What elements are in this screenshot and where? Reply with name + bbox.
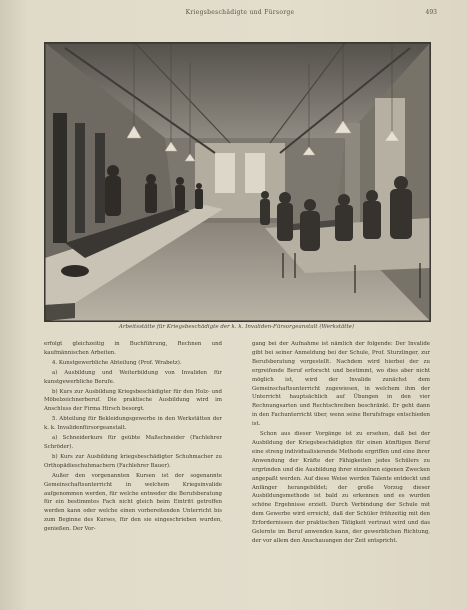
- left-paragraph: a) Schneiderkurs für geübte Maßschneider (Fachlehrer Schröder).: [44, 435, 222, 450]
- workshop-photo-image: [45, 43, 430, 321]
- right-text-column: [252, 340, 430, 547]
- left-paragraph: b) Kurs zur Ausbildung kriegsbeschädigter Schuhmacher zu Orthopädieschuhmachern (Fachlehrer Bauer).: [44, 453, 222, 469]
- left-paragraph: 4. Kunstgewerbliche Abteilung (Prof. Wrabetz).: [52, 359, 182, 366]
- right-paragraph: Schon aus dieser Vorgänge ist zu ersehen, daß bei der Ausbildung der Kriegsbeschädigten für einen künftigen Beruf eine streng individualisierende Methode ergriffen und eine ihrer Anwendung der Kräfte der Fähigkeiten jedes Schülers zu ergründen und die Ausbildung ihrer einzelnen eigenen Zwecken angepaßt werden. Auf diese Weise werden Talente entdeckt und Anfänger herangebildet; der große Vorzug dieser Ausbildungsmethode ist bald zu erkennen und es wurden schöne Ergebnisse erzielt. Durch Verbindung der Schule mit dem Gewerbe wird erreicht, daß der Schüler frühzeitig mit den Erfordernissen der praktischen Tätigkeit vertraut wird und das Gelernte im Beruf anwenden kann, der gewerblichen Richtung, der vor allem den Anschauungen der Zeit entspricht.: [252, 431, 430, 544]
- left-paragraph: erfolgt gleichzeitig in Buchführung, Rechnen und kaufmännischen Arbeiten.: [44, 341, 222, 356]
- right-paragraph: gang bei der Aufnahme ist nämlich der folgende: Der Invalide gibt bei seiner Anmeldung bei der Schule, Prof. Sturzlinger, zur Berufsberatung vorgestellt. Nachdem wird hierbei der zu ergreifende Beruf erforscht und bestimmt, wo dies aber nicht möglich ist, wird der Invalide zunächst dem Gemeinschaftsunterricht zugewiesen, in welchem ihm der Unterricht hauptsächlich auf Übungen in den vier Rechnungsarten und Rechtschreiben beschränkt. Er geht dann in den Fachunterricht über, wenn seine Berufsfrage entschieden ist.: [252, 341, 430, 428]
- left-paragraph: Außer den vorgenannten Kursen ist der sogenannte Gemeinschaftsunterricht in welchem Kriegsinvalide aufgenommen werden, für welche entweder die Berufsberatung für ein bestimmtes Fach nicht gleich beim Eintritt getroffen werden kann oder welche einen vorbereitenden Unterricht bis zum Beginne des Kurses, für den sie eingeschrieben wurden, genießen. Der Vor-: [44, 472, 222, 533]
- left-paragraph: b) Kurs zur Ausbildung Kriegsbeschädigter für den Holz- und Möbelzeichnerberuf. Die praktische Ausbildung wird im Anschluss der Firma Hirsch besorgt.: [44, 388, 222, 413]
- page-number: 493: [425, 9, 437, 16]
- running-head: Kriegsbeschädigte und Fürsorge: [185, 9, 295, 16]
- left-text-column: [44, 340, 222, 535]
- figure-caption: Arbeitsstätte für Kriegsbeschädigte der k. k. Invaliden-Fürsorgeanstalt (Werkstätte): [118, 324, 355, 330]
- workshop-photograph: [44, 42, 431, 322]
- left-paragraph: a) Ausbildung und Weiterbildung von Invaliden für kunstgewerbliche Berufe.: [44, 369, 222, 385]
- left-paragraph: 5. Abteilung für Bekleidungsgewerbe in den Werkstätten der k. k. Invalidenfürsorgeanstalt.: [44, 416, 222, 432]
